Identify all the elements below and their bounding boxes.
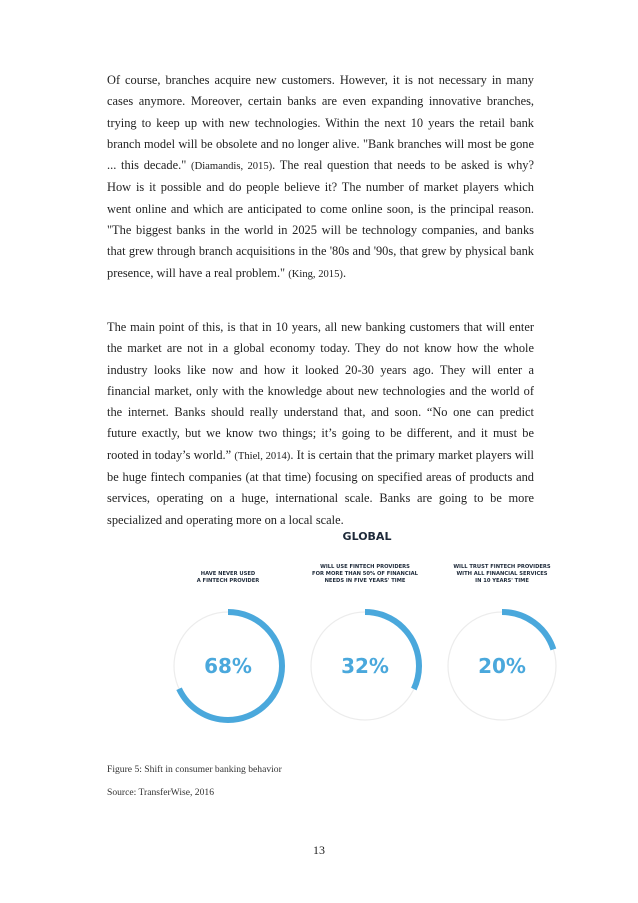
donut-label-line: WILL USE FINTECH PROVIDERS bbox=[320, 564, 410, 570]
figure-caption: Figure 5: Shift in consumer banking behavior bbox=[107, 764, 282, 775]
donut-label-line: FOR MORE THAN 50% OF FINANCIAL bbox=[312, 571, 418, 577]
paragraph-new-customers bbox=[107, 317, 534, 531]
paragraph-text: Of course, branches acquire new customers. However, it is not necessary in many cases anymore. Moreover, certain banks are even expanding innovative branches, trying to keep up with new technologies. Within the next 10 years the retail bank branch model will be obsolete and no longer alive. "Bank branches will most be gone ... this decade." bbox=[107, 73, 534, 173]
donut-label-line: WILL TRUST FINTECH PROVIDERS bbox=[453, 564, 551, 570]
donut-label-line: NEEDS IN FIVE YEARS' TIME bbox=[324, 578, 406, 584]
donut-label-line: HAVE NEVER USED bbox=[200, 571, 256, 577]
paragraph-text: . It is certain that the primary market players will be huge fintech companies (at that time) focusing on specified areas of products and services, operating on a huge, international scale. Banks are going to be more specialized and operating more on a local scale. bbox=[107, 447, 534, 527]
paragraph-text: The main point of this, is that in 10 years, all new banking customers that will enter the market are not in a global economy today. They do not know how the whole industry looks like now and how it looked 20-30 years ago. They will enter a financial market, only with the knowledge about new technologies and the world of the internet. Banks should really understand that, and soon. “No one can predict future exactly, but we know two things; it’s going to be different, and it must be rooted in today’s world.” bbox=[107, 320, 534, 462]
figure-source: Source: TransferWise, 2016 bbox=[107, 787, 214, 798]
donut-percentage: 68% bbox=[204, 654, 252, 678]
citation-thiel: (Thiel, 2014) bbox=[234, 450, 291, 462]
fintech-donut-figure bbox=[160, 524, 551, 764]
citation-diamandis: (Diamandis, 2015) bbox=[191, 161, 273, 173]
donut-label-line: WITH ALL FINANCIAL SERVICES bbox=[456, 571, 548, 577]
chart-title: GLOBAL bbox=[342, 530, 392, 543]
paragraph-branches bbox=[107, 70, 534, 285]
donut-percentage: 32% bbox=[341, 654, 389, 678]
paragraph-text: . bbox=[342, 265, 347, 280]
paragraph-text: . The real question that needs to be asked is why? How is it possible and do people believe it? The number of market players which went online and which are anticipated to come online soon, is the principal reason. "The biggest banks in the world in 2025 will be technology companies, and banks that grew through branch acquisitions in the '80s and '90s, that grew by physical bank presence, will have a real problem." bbox=[107, 158, 534, 280]
donut-percentage: 20% bbox=[478, 654, 526, 678]
page-number: 13 bbox=[313, 843, 325, 857]
donut-label-line: IN 10 YEARS' TIME bbox=[475, 578, 529, 584]
citation-king: (King, 2015) bbox=[288, 268, 343, 280]
donut-label-line: A FINTECH PROVIDER bbox=[196, 578, 260, 584]
